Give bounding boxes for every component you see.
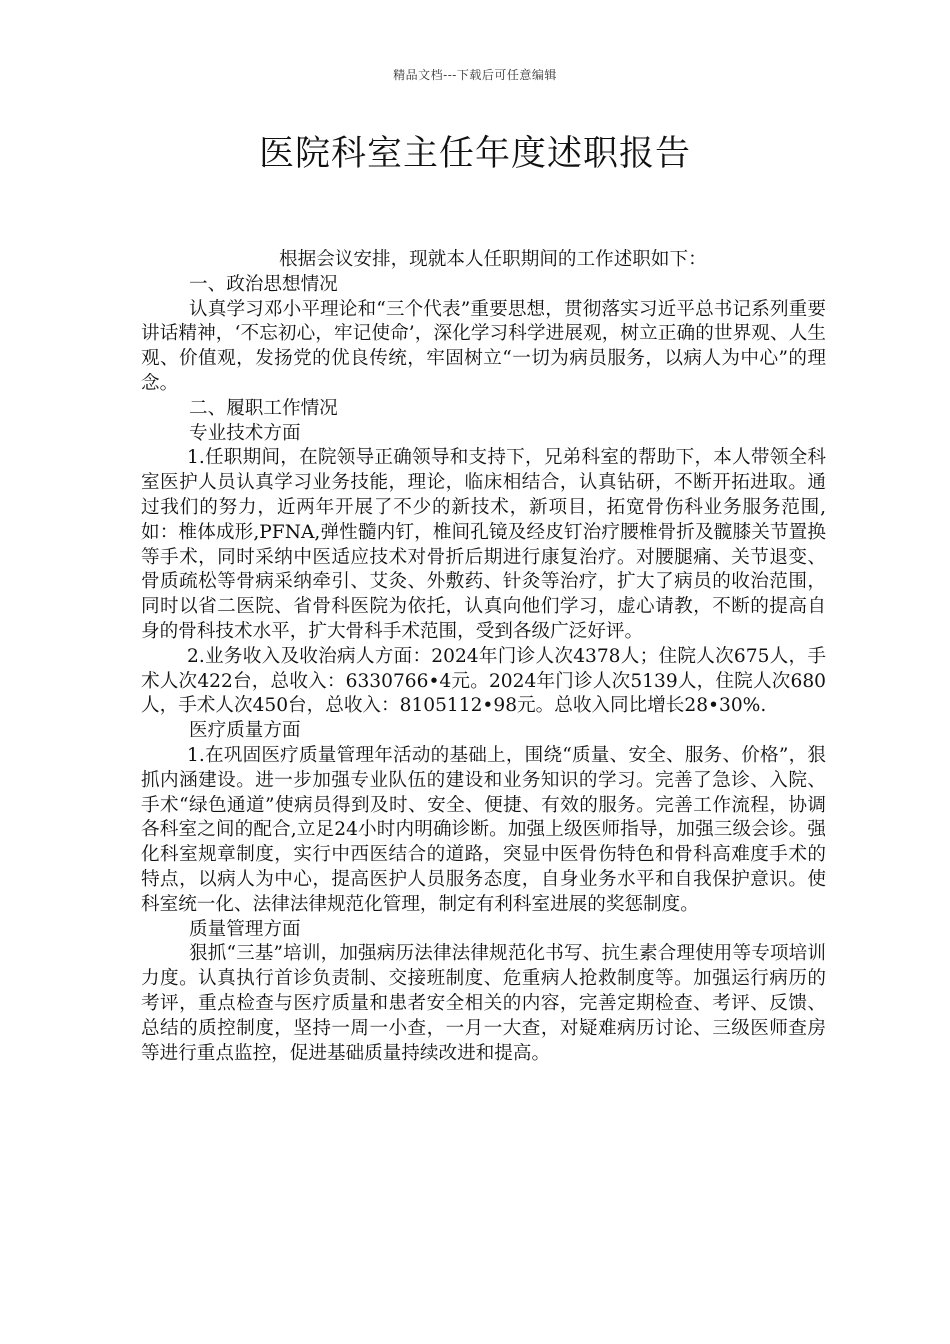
subheading-medical-quality: 医疗质量方面 [189,720,301,742]
section-heading-political: 一、政治思想情况 [189,273,338,295]
header-note: 精品文档---下载后可任意编辑 [393,68,557,82]
subheading-technical: 专业技术方面 [189,422,301,444]
paragraph-political: 认真学习邓小平理论和“三个代表”重要思想，贯彻落实习近平总书记系列重要讲话精神，‘不忘初心，牢记使命’，深化学习科学进展观，树立正确的世界观、人生观、价值观，发扬党的优良传统，牢固树立“一切为病员服务，以病人为中心”的理念。 [141,298,826,394]
paragraph-medical-quality: 1.在巩固医疗质量管理年活动的基础上，围绕“质量、安全、服务、价格”，狠抓内涵建设。进一步加强专业队伍的建设和业务知识的学习。完善了急诊、入院、手术“绿色通道”使病员得到及时、安全、便捷、有效的服务。完善工作流程，协调各科室之间的配合,立足24小时内明确诊断。加强上级医师指导，加强三级会诊。强化科室规章制度，实行中西医结合的道路，突显中医骨伤特色和骨科高难度手术的特点，以病人为中心，提高医护人员服务态度，自身业务水平和自我保护意识。使科室统一化、法律法律规范化管理，制定有利科室进展的奖惩制度。 [141,744,826,915]
paragraph-revenue: 2.业务收入及收治病人方面：2024年门诊人次4378人；住院人次675人，手术人次422台，总收入：6330766•4元。2024年门诊人次5139人，住院人次680人，手术人次450台，总收入：8105112•98元。总收入同比增长28•30%. [141,645,826,717]
document-title: 医院科室主任年度述职报告 [258,134,691,174]
subheading-quality-management: 质量管理方面 [189,918,301,940]
paragraph-quality-management: 狠抓“三基”培训，加强病历法律法律规范化书写、抗生素合理使用等专项培训力度。认真执行首诊负责制、交接班制度、危重病人抢救制度等。加强运行病历的考评，重点检查与医疗质量和患者安全相关的内容，完善定期检查、考评、反馈、总结的质控制度，坚持一周一小查，一月一大查，对疑难病历讨论、三级医师查房等进行重点监控，促进基础质量持续改进和提高。 [141,943,826,1064]
paragraph-technical: 1.任职期间，在院领导正确领导和支持下，兄弟科室的帮助下，本人带领全科室医护人员认真学习业务技能，理论，临床相结合，认真钻研，不断开拓进取。通过我们的努力，近两年开展了不少的新技术，新项目，拓宽骨伤科业务服务范围,如：椎体成形,PFNA,弹性髓内钉，椎间孔镜及经皮钉治疗腰椎骨折及髋膝关节置换等手术，同时采纳中医适应技术对骨折后期进行康复治疗。对腰腿痛、关节退变、骨质疏松等骨病采纳牵引、艾灸、外敷药、针灸等治疗，扩大了病员的收治范围，同时以省二医院、省骨科医院为依托，认真向他们学习，虚心请教，不断的提高自身的骨科技术水平，扩大骨科手术范围，受到各级广泛好评。 [141,447,826,642]
document-body [141,248,826,1066]
section-heading-duties: 二、履职工作情况 [189,397,338,419]
intro-paragraph: 根据会议安排，现就本人任职期间的工作述职如下： [279,249,707,270]
